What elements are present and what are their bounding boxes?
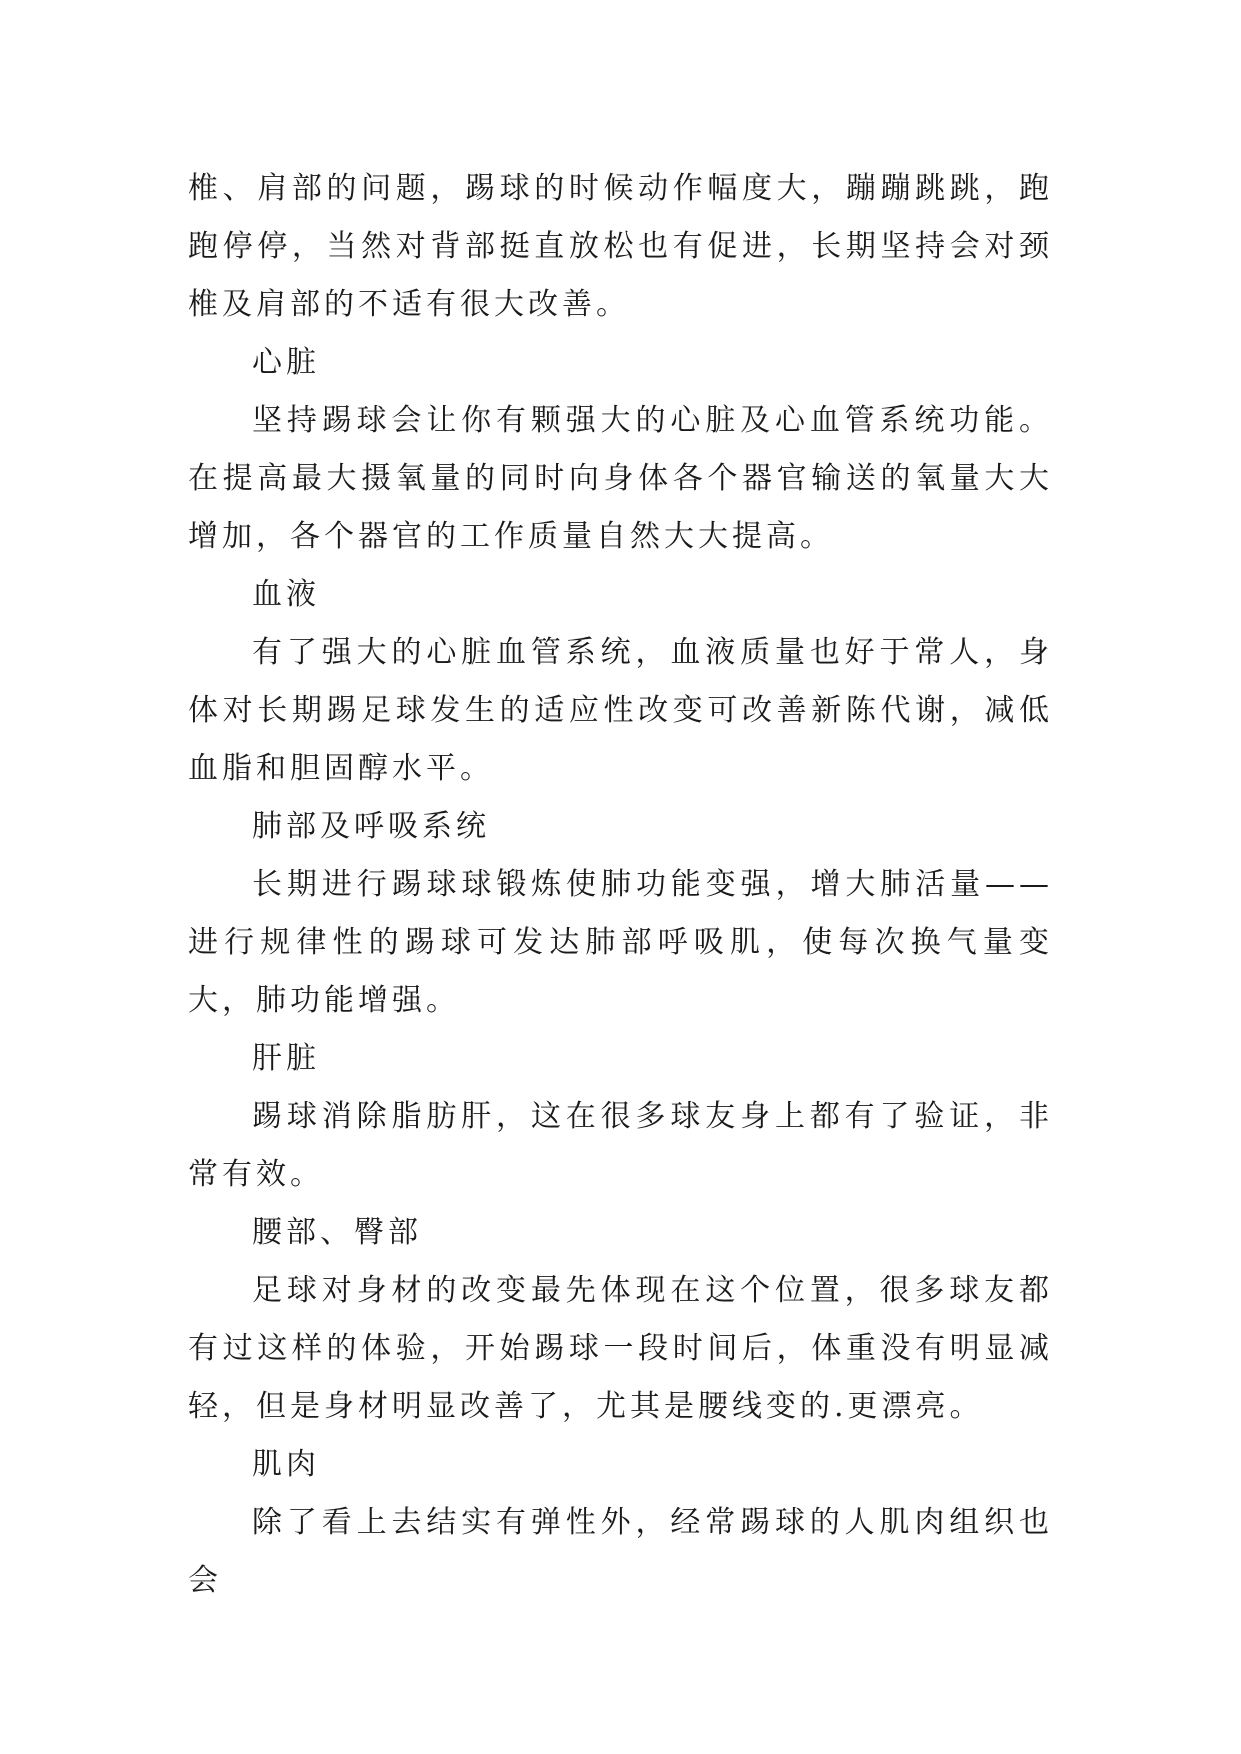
paragraph-lungs: 长期进行踢球球锻炼使肺功能变强，增大肺活量——进行规律性的踢球可发达肺部呼吸肌，使每次换气量变大，肺功能增强。 bbox=[188, 867, 1053, 1018]
paragraph-liver: 踢球消除脂肪肝，这在很多球友身上都有了验证，非常有效。 bbox=[188, 1099, 1053, 1192]
paragraph-cervical-shoulder: 椎、肩部的问题，踢球的时候动作幅度大，蹦蹦跳跳，跑跑停停，当然对背部挺直放松也有促进，长期坚持会对颈椎及肩部的不适有很大改善。 bbox=[188, 171, 1053, 322]
paragraph-waist-hips: 足球对身材的改变最先体现在这个位置，很多球友都有过这样的体验，开始踢球一段时间后，体重没有明显减轻，但是身材明显改善了，尤其是腰线变的.更漂亮。 bbox=[188, 1273, 1053, 1424]
heading-liver: 肝脏 bbox=[252, 1041, 320, 1076]
paragraph-heart: 坚持踢球会让你有颗强大的心脏及心血管系统功能。在提高最大摄氧量的同时向身体各个器官输送的氧量大大增加，各个器官的工作质量自然大大提高。 bbox=[188, 403, 1053, 554]
heading-lungs: 肺部及呼吸系统 bbox=[252, 809, 490, 844]
paragraph-muscles: 除了看上去结实有弹性外，经常踢球的人肌肉组织也会 bbox=[188, 1505, 1053, 1598]
heading-blood: 血液 bbox=[252, 577, 320, 612]
heading-muscles: 肌肉 bbox=[252, 1447, 320, 1482]
heading-waist-hips: 腰部、臀部 bbox=[252, 1215, 422, 1250]
document-body bbox=[188, 160, 1053, 1610]
paragraph-blood: 有了强大的心脏血管系统，血液质量也好于常人，身体对长期踢足球发生的适应性改变可改善新陈代谢，减低血脂和胆固醇水平。 bbox=[188, 635, 1053, 786]
heading-heart: 心脏 bbox=[252, 345, 320, 380]
